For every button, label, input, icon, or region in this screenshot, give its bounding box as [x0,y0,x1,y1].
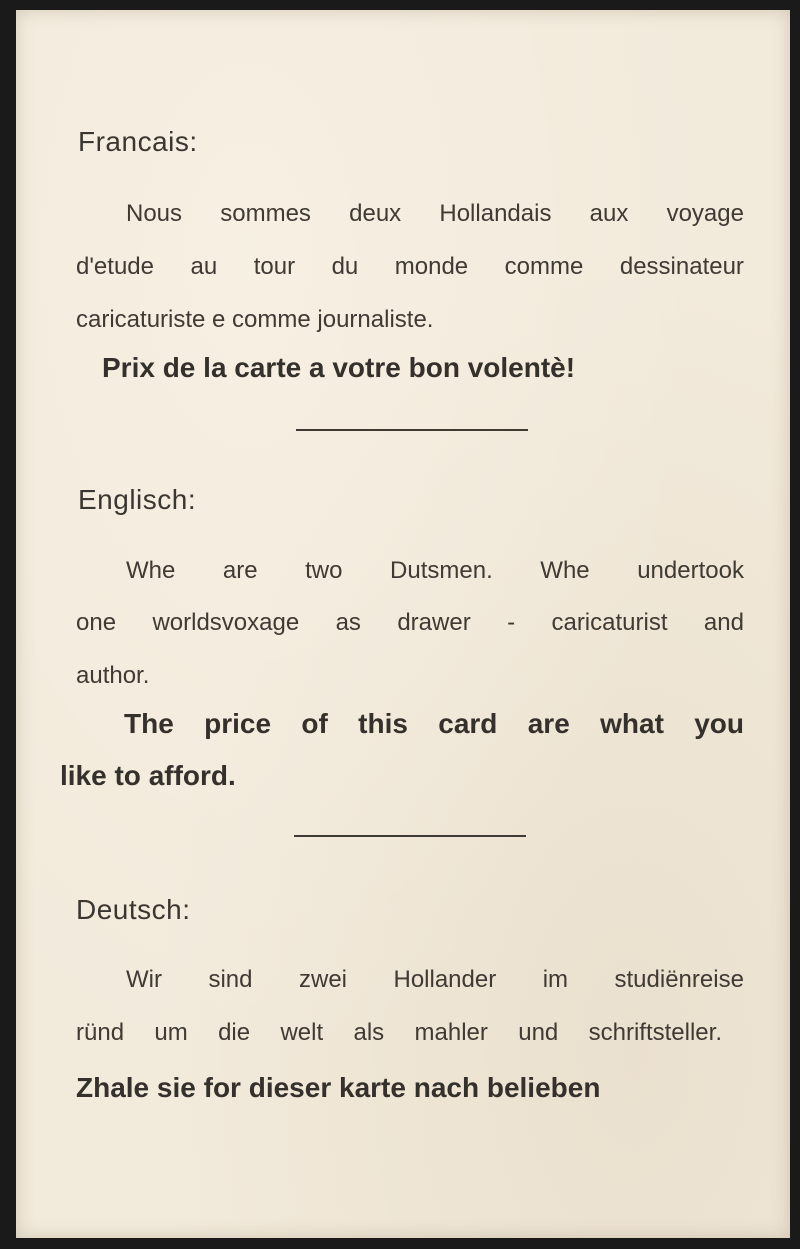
francais-line-2 [76,253,744,281]
word: studiënreise [614,966,744,993]
englisch-price-line-1 [124,708,744,740]
word: and [703,609,744,636]
word: this [358,708,408,739]
englisch-price-line-2: like to afford. [60,760,236,791]
word: sommes [220,200,311,227]
englisch-line-2 [76,609,744,637]
word: are [222,557,258,584]
word: um [154,1019,188,1046]
word: undertook [637,557,744,584]
word: Dutsmen. [390,557,493,584]
deutsch-line-2 [76,1019,722,1047]
word: zwei [298,966,347,993]
word: you [694,708,744,739]
word: dessinateur [619,253,744,280]
word: welt [280,1019,324,1046]
word: tour [253,253,296,280]
englisch-line-3: author. [76,662,150,689]
englisch-line-1 [126,557,744,585]
word: als [353,1019,385,1046]
divider-2 [294,835,526,837]
word: voyage [666,200,744,227]
word: d'etude [76,253,154,280]
word: monde [394,253,469,280]
word: comme [504,253,584,280]
divider-1 [296,429,528,431]
word: The [124,708,174,739]
word: mahler [414,1019,488,1046]
word: as [335,609,361,636]
word: one [76,609,117,636]
word: Whe [126,557,176,584]
word: two [305,557,343,584]
word: und [518,1019,559,1046]
francais-heading: Francais: [78,126,198,157]
word: Wir [126,966,162,993]
word: price [204,708,272,739]
word: deux [349,200,402,227]
word: worldsvoxage [152,609,300,636]
word: caricaturist [551,609,668,636]
word: are [527,708,570,739]
word: du [331,253,359,280]
word: Hollandais [439,200,552,227]
word: ründ [76,1019,125,1046]
word: Nous [126,200,183,227]
deutsch-heading: Deutsch: [76,894,191,925]
francais-line-1 [126,200,744,228]
word: die [218,1019,251,1046]
francais-price: Prix de la carte a votre bon volentè! [102,352,576,383]
word: sind [208,966,253,993]
word: au [190,253,218,280]
word: Whe [540,557,590,584]
word: of [301,708,328,739]
deutsch-price: Zhale sie for dieser karte nach belieben [76,1072,601,1103]
englisch-heading: Englisch: [78,484,197,515]
bleed-through-text [86,58,726,108]
word: what [600,708,664,739]
word: im [542,966,569,993]
word: - [507,609,516,636]
deutsch-line-1 [126,966,744,994]
postcard-back [16,10,790,1238]
word: aux [589,200,629,227]
word: Hollander [393,966,497,993]
word: schriftsteller. [588,1019,722,1046]
word: card [438,708,498,739]
francais-line-3: caricaturiste e comme journaliste. [76,306,434,333]
word: drawer [397,609,471,636]
